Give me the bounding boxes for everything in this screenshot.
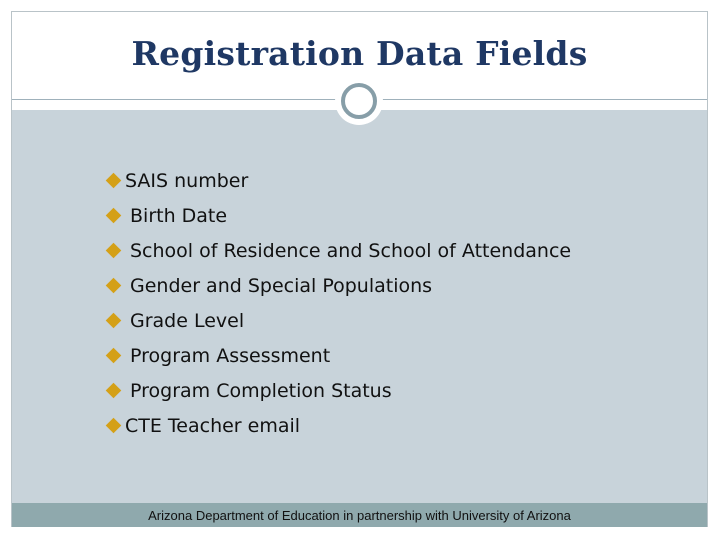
list-item — [104, 338, 571, 373]
diamond-bullet-icon — [106, 243, 122, 259]
bullet-text: Grade Level — [130, 309, 245, 332]
list-item — [104, 233, 571, 268]
diamond-bullet-icon — [106, 383, 122, 399]
list-item — [104, 163, 571, 198]
bullet-text: Program Completion Status — [130, 379, 392, 402]
list-item — [104, 268, 571, 303]
list-item — [104, 303, 571, 338]
bullet-text: Program Assessment — [130, 344, 331, 367]
bullet-text: SAIS number — [125, 169, 249, 192]
diamond-bullet-icon — [106, 278, 122, 294]
bullet-list — [104, 163, 571, 443]
footer-bar — [12, 503, 707, 527]
diamond-bullet-icon — [106, 418, 122, 434]
list-item — [104, 408, 571, 443]
bullet-text: Gender and Special Populations — [130, 274, 433, 297]
bullet-text: Birth Date — [130, 204, 228, 227]
slide-title: Registration Data Fields — [131, 34, 588, 73]
footer-text: Arizona Department of Education in partnership with University of Arizona — [148, 508, 571, 523]
diamond-bullet-icon — [106, 208, 122, 224]
diamond-bullet-icon — [106, 313, 122, 329]
bullet-text: CTE Teacher email — [125, 414, 301, 437]
list-item — [104, 198, 571, 233]
circle-ornament-icon — [335, 77, 383, 125]
diamond-bullet-icon — [106, 348, 122, 364]
bullet-text: School of Residence and School of Attendance — [130, 239, 572, 262]
diamond-bullet-icon — [106, 173, 122, 189]
list-item — [104, 373, 571, 408]
